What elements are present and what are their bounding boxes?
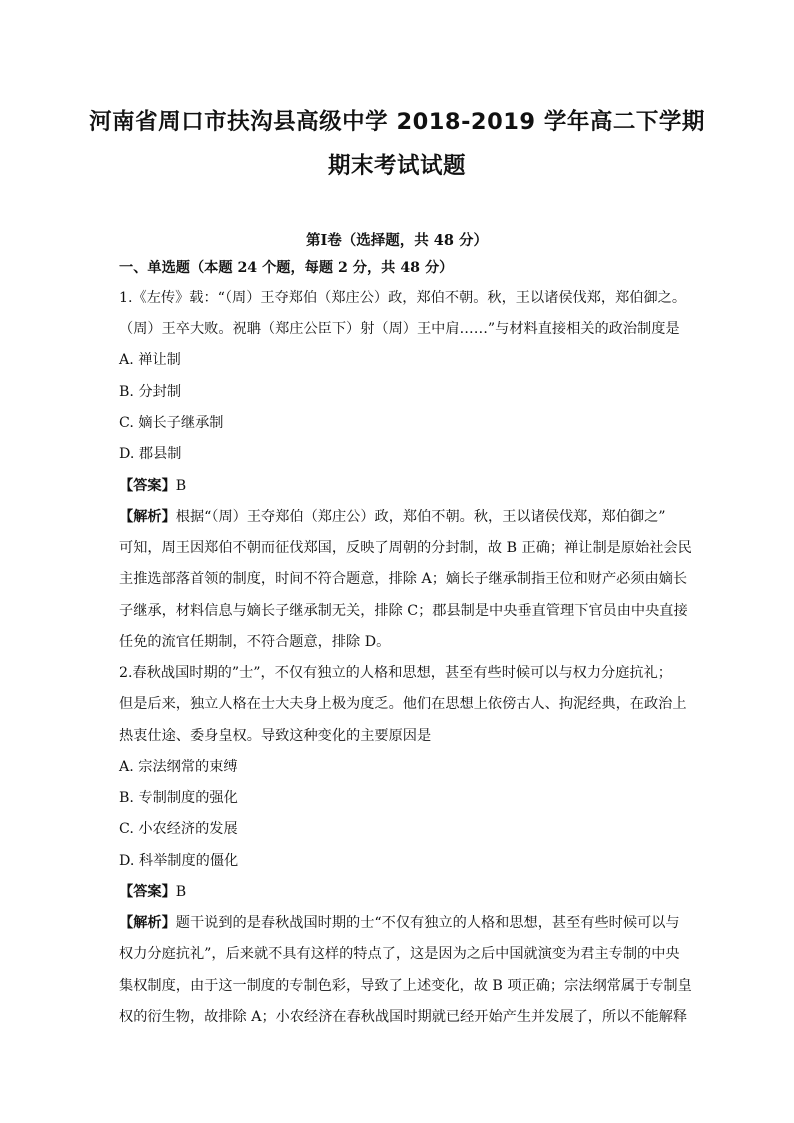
q1-stem-line-1: 1.《左传》载：“（周）王夺郑伯（郑庄公）政，郑伯不朝。秋，王以诸侯伐郑，郑伯御之。 bbox=[119, 290, 687, 306]
q2-analysis-tag: 【解析】 bbox=[119, 915, 176, 931]
q2-stem-line-3: 热衷仕途、委身皇权。导致这种变化的主要原因是 bbox=[119, 728, 432, 744]
q1-stem-line-2: （周）王卒大败。祝聃（郑庄公臣下）射（周）王中肩……”与材料直接相关的政治制度是 bbox=[119, 321, 680, 337]
q1-answer-tag: 【答案】 bbox=[119, 478, 176, 494]
q2-analysis-line-3: 集权制度，由于这一制度的专制色彩，导致了上述变化，故 B 项正确；宗法纲常属于专制皇 bbox=[119, 978, 692, 994]
q1-analysis-text-1: 根据“（周）王夺郑伯（郑庄公）政，郑伯不朝。秋，王以诸侯伐郑，郑伯御之” bbox=[175, 509, 666, 525]
document-title-line-2: 期末考试试题 bbox=[327, 153, 466, 179]
q1-analysis-line-5: 任免的流官任期制，不符合题意，排除 D。 bbox=[119, 634, 391, 650]
q2-answer bbox=[119, 882, 679, 902]
q1-analysis-line-2: 可知，周王因郑伯不朝而征伐郑国，反映了周朝的分封制，故 B 正确；禅让制是原始社会民 bbox=[119, 540, 692, 556]
q1-option-b: B. 分封制 bbox=[119, 384, 182, 400]
section-heading: 第Ⅰ卷（选择题，共 48 分） bbox=[305, 232, 489, 249]
q1-analysis-line-1 bbox=[119, 507, 679, 527]
q1-option-d: D. 郡县制 bbox=[119, 446, 182, 462]
q2-option-c: C. 小农经济的发展 bbox=[119, 821, 238, 837]
q2-analysis-line-2: 权力分庭抗礼”，后来就不具有这样的特点了，这是因为之后中国就演变为君主专制的中央 bbox=[119, 946, 680, 962]
q1-option-c: C. 嫡长子继承制 bbox=[119, 415, 224, 431]
q2-stem-line-1: 2.春秋战国时期的”士”，不仅有独立的人格和思想，甚至有些时候可以与权力分庭抗礼； bbox=[119, 665, 672, 681]
q2-answer-tag: 【答案】 bbox=[119, 884, 176, 900]
q2-option-a: A. 宗法纲常的束缚 bbox=[119, 759, 238, 775]
q1-answer bbox=[119, 476, 679, 496]
q1-analysis-tag: 【解析】 bbox=[119, 509, 176, 525]
q1-analysis-line-3: 主推选部落首领的制度，时间不符合题意，排除 A；嫡长子继承制指王位和财产必须由嫡长 bbox=[119, 571, 688, 587]
q2-analysis-text-1: 题干说到的是春秋战国时期的士“不仅有独立的人格和思想，甚至有些时候可以与 bbox=[175, 915, 680, 931]
q2-analysis-line-4: 权的衍生物，故排除 A；小农经济在春秋战国时期就已经开始产生并发展了，所以不能解释 bbox=[119, 1009, 688, 1025]
document-title-line-1: 河南省周口市扶沟县高级中学 2018-2019 学年高二下学期 bbox=[89, 109, 705, 135]
part-heading: 一、单选题（本题 24 个题，每题 2 分，共 48 分） bbox=[119, 260, 454, 276]
q1-answer-value: B bbox=[175, 478, 187, 494]
q2-analysis-line-1 bbox=[119, 913, 679, 933]
q1-analysis-line-4: 子继承，材料信息与嫡长子继承制无关，排除 C；郡县制是中央垂直管理下官员由中央直接 bbox=[119, 603, 688, 619]
q2-option-b: B. 专制制度的强化 bbox=[119, 790, 238, 806]
q2-stem-line-2: 但是后来，独立人格在士大夫身上极为度乏。他们在思想上依傍古人、拘泥经典，在政治上 bbox=[119, 696, 687, 712]
q2-option-d: D. 科举制度的僵化 bbox=[119, 853, 239, 869]
q1-option-a: A. 禅让制 bbox=[119, 352, 181, 368]
q2-answer-value: B bbox=[175, 884, 187, 900]
